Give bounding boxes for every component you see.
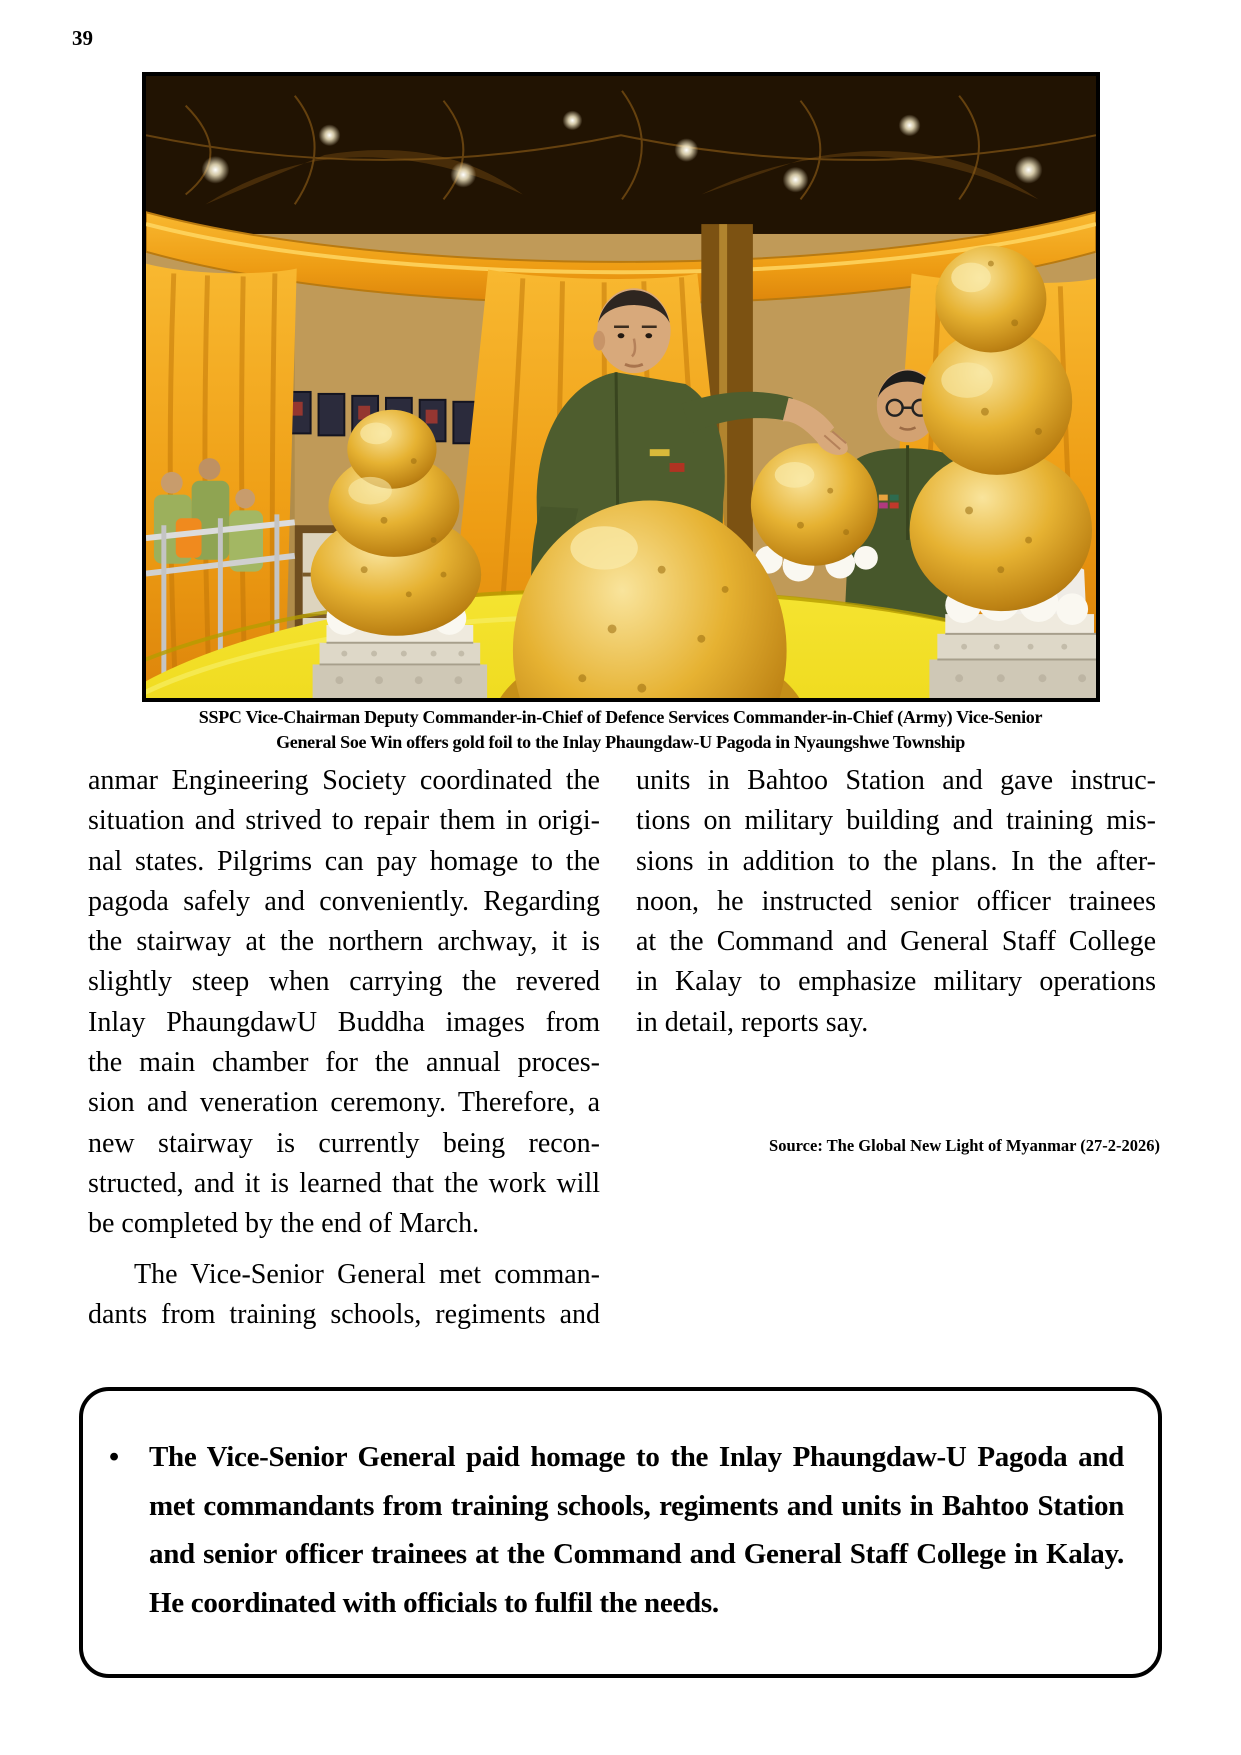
body-line: be completed by the end of March. [88, 1208, 480, 1240]
body-line: anmar Engineering Society coordinated the [88, 765, 600, 796]
summary-line: He coordinated with officials to fulfil the needs. [149, 1586, 719, 1619]
body-line: noon, he instructed senior officer trainees [636, 885, 1156, 917]
body-line: in detail, reports say. [636, 1006, 869, 1038]
body-line: the stairway at the northern archway, it is [88, 926, 600, 958]
body-line: The Vice-Senior General met comman- [134, 1258, 600, 1290]
body-line: in Kalay to emphasize military operations [636, 966, 1156, 998]
page-number: 39 [72, 26, 93, 50]
body-line: situation and strived to repair them in origi- [88, 805, 600, 837]
summary-text [149, 1433, 1124, 1627]
source-credit: Source: The Global New Light of Myanmar (27-2-2026) [769, 1136, 1160, 1155]
summary-row [83, 1391, 1158, 1627]
summary-line: The Vice-Senior General paid homage to the Inlay Phaungdaw-U Pagoda and [149, 1441, 1124, 1473]
pagoda-photo [146, 76, 1096, 698]
body-line: the main chamber for the annual proces- [88, 1047, 600, 1079]
caption-line-1: SSPC Vice-Chairman Deputy Commander-in-Chief of Defence Services Commander-in-Chief (Army) Vice-Senior [198, 707, 1043, 727]
body-line: tions on military building and training mis- [636, 805, 1156, 837]
body-line: new stairway is currently being recon- [88, 1127, 600, 1159]
body-line: slightly steep when carrying the revered [88, 966, 600, 998]
body-line: nal states. Pilgrims can pay homage to the [88, 845, 600, 877]
summary-box [79, 1387, 1162, 1678]
summary-line: and senior officer trainees at the Command and General Staff College in Kalay. [149, 1538, 1124, 1570]
body-line: sions in addition to the plans. In the after- [636, 845, 1156, 877]
photo-figure [142, 72, 1100, 702]
caption-line-2: General Soe Win offers gold foil to the Inlay Phaungdaw-U Pagoda in Nyaungshwe Township [276, 732, 965, 752]
body-line: structed, and it is learned that the work will [88, 1167, 600, 1199]
article-column-left [88, 761, 600, 1335]
photo-caption [80, 705, 1161, 755]
body-line: units in Bahtoo Station and gave instruc- [636, 765, 1156, 796]
body-line: sion and veneration ceremony. Therefore, a [88, 1087, 600, 1119]
body-line: at the Command and General Staff College [636, 926, 1156, 958]
body-line: Inlay PhaungdawU Buddha images from [88, 1006, 600, 1038]
bullet-icon: • [109, 1441, 120, 1473]
article-column-right [636, 761, 1156, 1043]
body-line: dants from training schools, regiments and [88, 1298, 600, 1330]
body-line: pagoda safely and conveniently. Regarding [88, 885, 600, 917]
summary-line: met commandants from training schools, regiments and units in Bahtoo Station [149, 1489, 1124, 1522]
